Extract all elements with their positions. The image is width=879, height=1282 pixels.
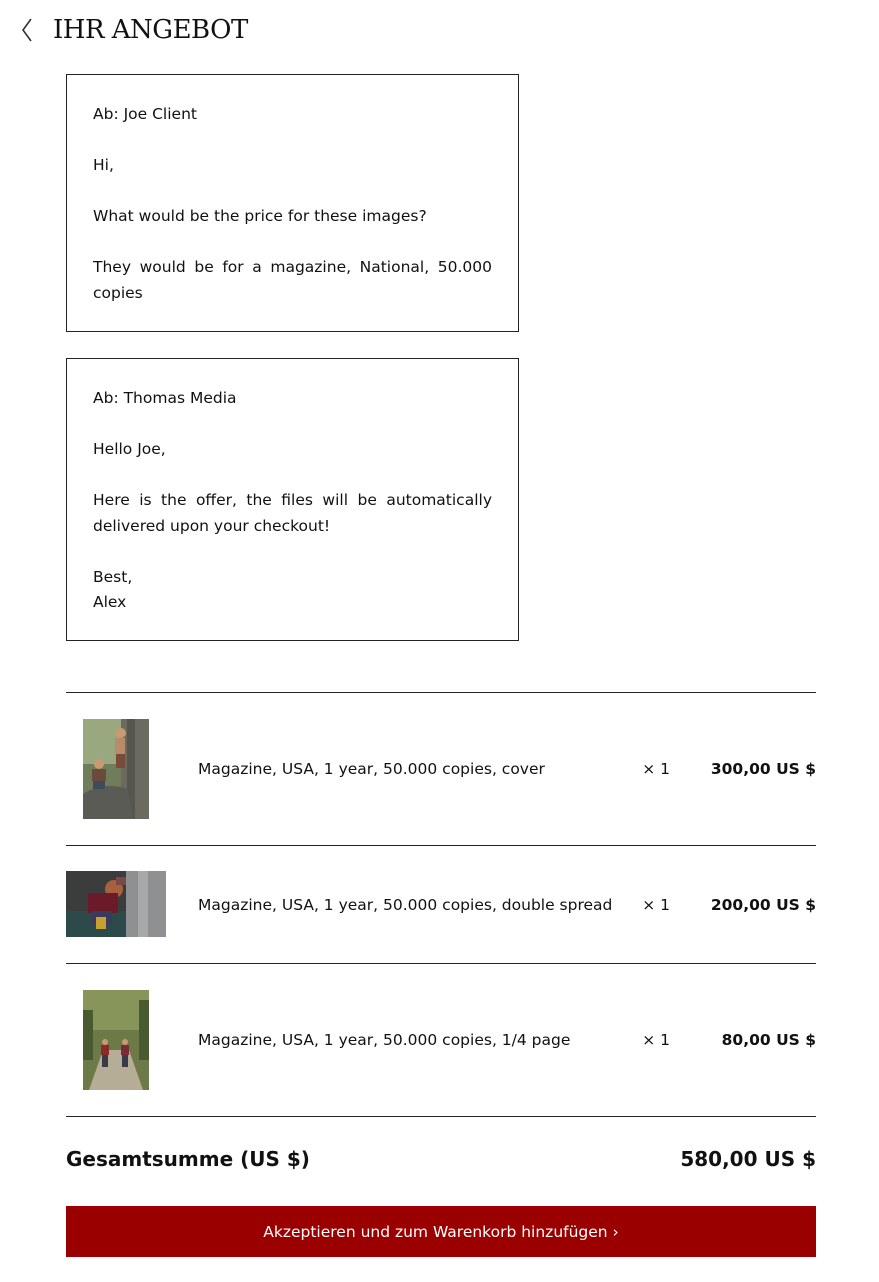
message-closing: Best, Alex [93,567,133,611]
chevron-left-icon [20,17,34,43]
climbers-on-boulder-photo[interactable] [83,719,149,819]
message-greeting: Hi, [93,156,114,174]
offer-items-list [66,692,816,1117]
item-price: 200,00 US $ [710,895,816,914]
hikers-on-forest-path-photo[interactable] [83,990,149,1090]
message-body: What would be the price for these images? [93,207,427,225]
item-quantity: × 1 [642,1031,670,1049]
item-quantity: × 1 [642,895,670,914]
message-sender: Ab: Thomas Media [93,389,237,407]
message-body: Here is the offer, the files will be automatically delivered upon your checkout! [93,491,492,535]
item-price: 300,00 US $ [710,760,816,778]
item-quantity: × 1 [642,760,670,778]
page-title: IHR ANGEBOT [53,15,248,45]
back-button[interactable] [14,15,40,45]
message-sender: Ab: Joe Client [93,105,197,123]
client-message [66,74,519,332]
page-header [0,0,879,62]
offer-item [66,693,816,846]
item-price: 80,00 US $ [721,1031,816,1049]
message-greeting: Hello Joe, [93,440,166,458]
item-description: Magazine, USA, 1 year, 50.000 copies, double spread [198,895,613,914]
offer-item [66,964,816,1117]
seller-message [66,358,519,641]
offer-item [66,846,816,964]
item-description: Magazine, USA, 1 year, 50.000 copies, cover [198,760,545,778]
climber-on-rock-wall-photo[interactable] [66,871,166,937]
accept-and-add-to-cart-button[interactable]: Akzeptieren und zum Warenkorb hinzufügen › [66,1206,816,1257]
total-value: 580,00 US $ [680,1147,816,1171]
total-label: Gesamtsumme (US $) [66,1147,310,1171]
item-description: Magazine, USA, 1 year, 50.000 copies, 1/4 page [198,1031,571,1049]
message-signature: Alex [93,593,127,611]
message-body: They would be for a magazine, National, 50.000 copies [93,258,492,302]
